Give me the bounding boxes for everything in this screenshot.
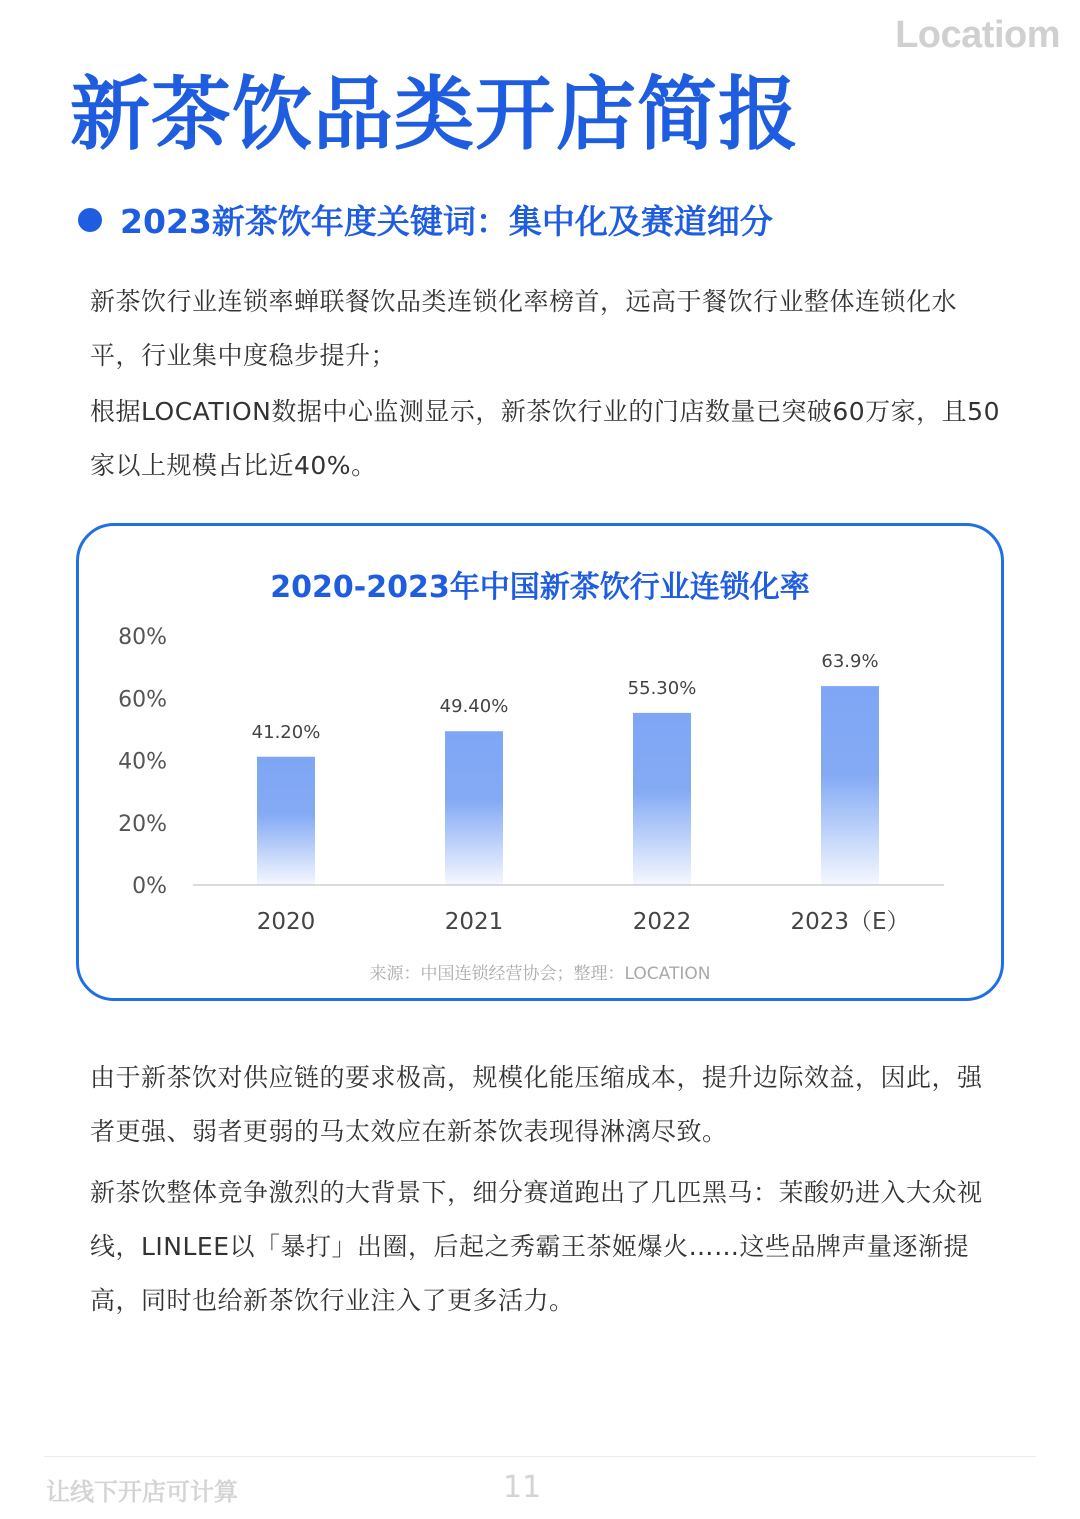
- y-tick-label: 0%: [132, 874, 167, 899]
- paragraph-supply-chain: 由于新茶饮对供应链的要求极高，规模化能压缩成本，提升边际效益，因此，强者更强、弱者更弱的马太效应在新茶饮表现得淋漓尽致。: [90, 1063, 983, 1146]
- page-number: 11: [503, 1470, 542, 1505]
- chart-title: 2020-2023年中国新茶饮行业连锁化率: [270, 570, 810, 605]
- data-label: 63.9%: [821, 651, 879, 673]
- data-label: 41.20%: [251, 721, 321, 743]
- x-category-label: 2020: [256, 909, 316, 935]
- paragraph-dark-horses: 新茶饮整体竞争激烈的大背景下，细分赛道跑出了几匹黑马：茉酸奶进入大众视线，LINLEE以「暴打」出圈，后起之秀霸王茶姬爆火……这些品牌声量逐渐提高，同时也给新茶饮行业注入了更多活力。: [90, 1178, 983, 1315]
- bar-2022: [633, 713, 691, 885]
- y-tick-label: 80%: [118, 625, 167, 650]
- bar-2021: [445, 731, 503, 885]
- paragraph-store-count: 根据LOCATION数据中心监测显示，新茶饮行业的门店数量已突破60万家，且50家以上规模占比近40%。: [90, 397, 1000, 480]
- bullet-dot-icon: [78, 208, 102, 232]
- footer-divider: [44, 1456, 1036, 1457]
- paragraph-chain-rate: 新茶饮行业连锁率蝉联餐饮品类连锁化率榜首，远高于餐饮行业整体连锁化水平，行业集中度稳步提升；: [90, 287, 958, 370]
- x-category-label: 2023（E）: [790, 909, 910, 935]
- page-title: 新茶饮品类开店简报: [70, 68, 799, 161]
- footer-slogan: 让线下开店可计算: [46, 1478, 238, 1506]
- section-heading: [78, 196, 773, 243]
- chart-source: 来源：中国连锁经营协会；整理：LOCATION: [369, 964, 711, 984]
- y-tick-label: 20%: [118, 811, 167, 837]
- y-tick-label: 40%: [118, 749, 167, 775]
- section-title: 2023新茶饮年度关键词：集中化及赛道细分: [120, 202, 773, 241]
- bar-chart: [79, 526, 1001, 998]
- bar-2020: [257, 757, 315, 885]
- data-label: 55.30%: [627, 677, 697, 699]
- x-category-label: 2022: [632, 909, 692, 935]
- data-label: 49.40%: [439, 696, 509, 718]
- x-category-label: 2021: [444, 909, 504, 935]
- brand-logo: Locatiom: [895, 14, 1060, 56]
- bar-2023（E）: [821, 686, 879, 885]
- y-tick-label: 60%: [118, 687, 167, 713]
- chart-card: [76, 523, 1004, 1001]
